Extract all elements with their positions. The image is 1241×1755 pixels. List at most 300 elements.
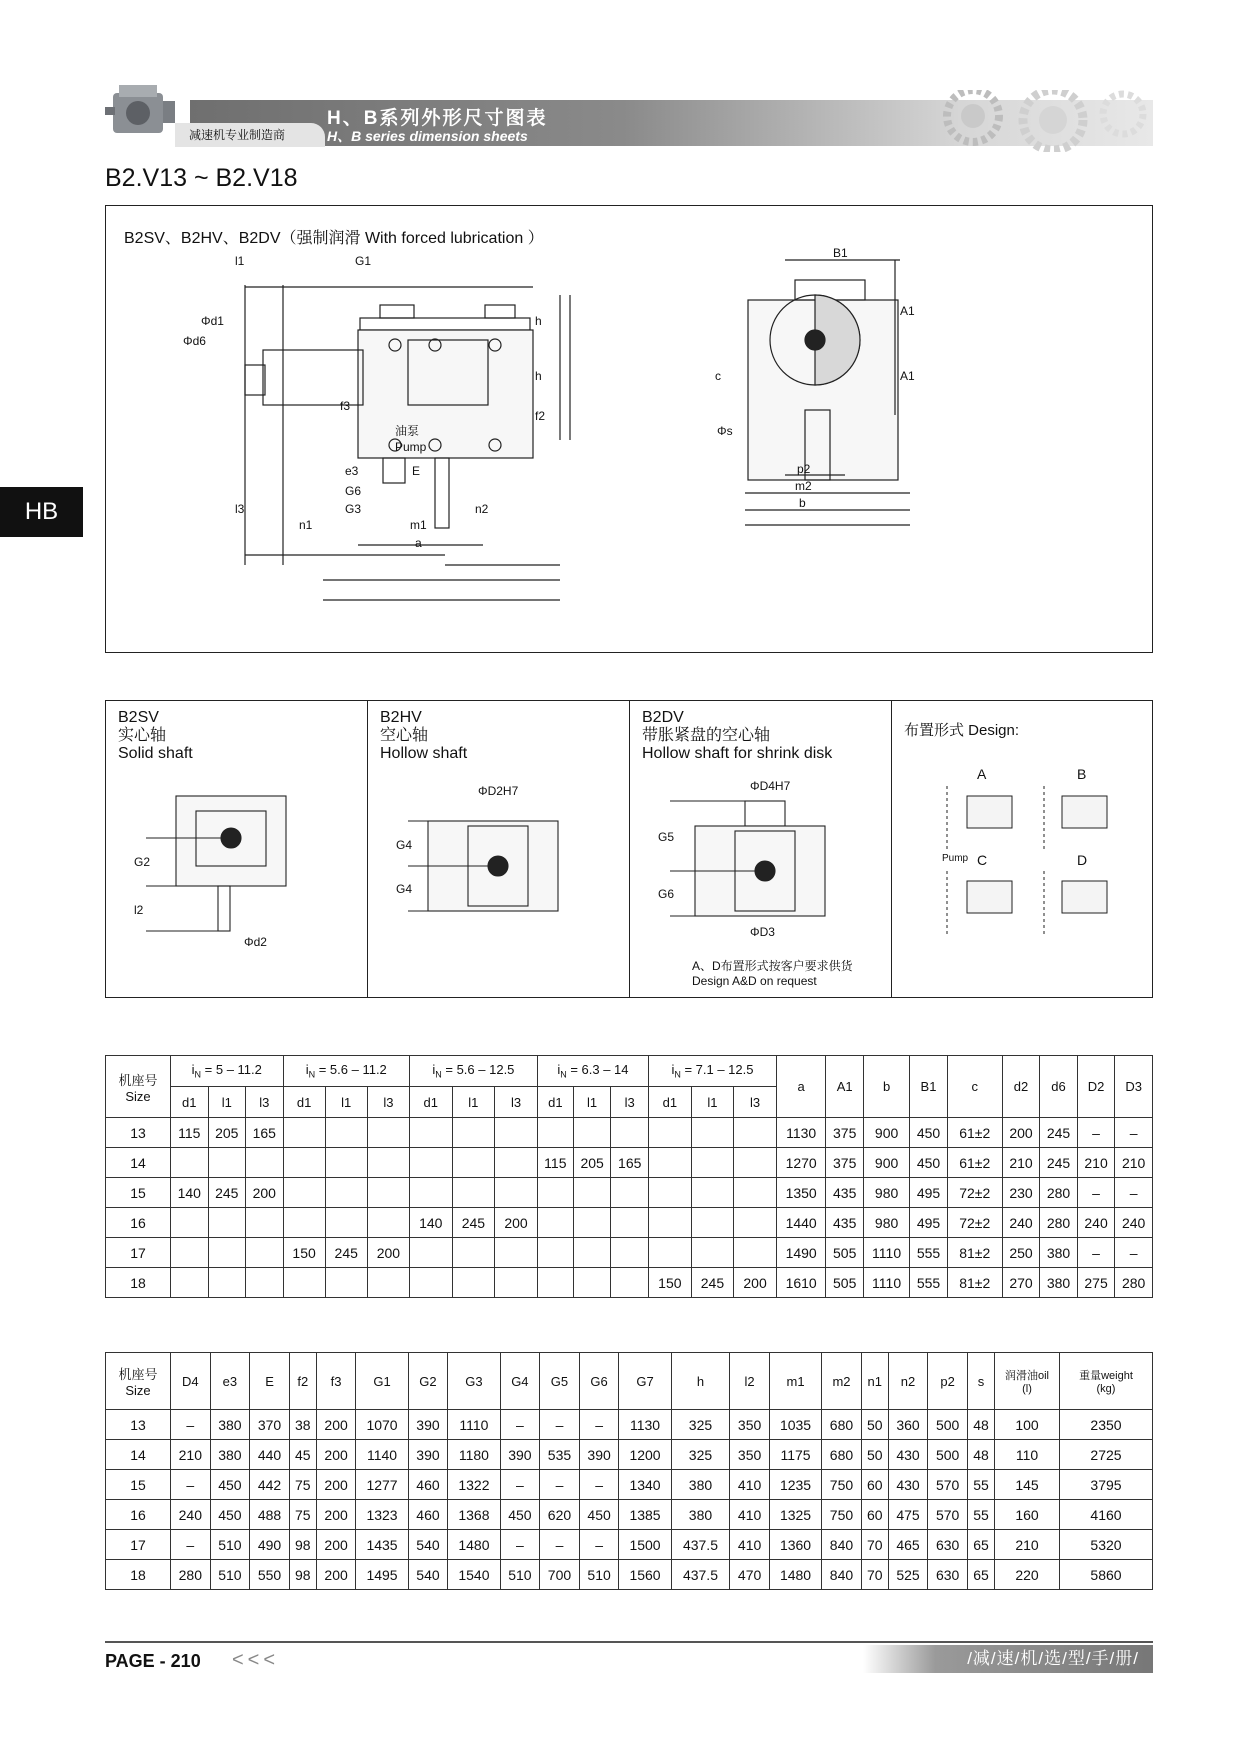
ratio-header-5: $i_N = 7.1 - 12.5$ — [649, 1056, 777, 1087]
table-row — [106, 1560, 1153, 1590]
col-h: h — [671, 1353, 730, 1410]
table-cell: – — [171, 1470, 211, 1500]
table-cell: 210 — [1002, 1148, 1040, 1178]
side-tab: HB — [0, 487, 83, 537]
table-row — [106, 1268, 1153, 1298]
table-cell: 325 — [671, 1410, 730, 1440]
table-cell — [367, 1118, 409, 1148]
table-cell: 4160 — [1060, 1500, 1153, 1530]
table-cell — [171, 1148, 209, 1178]
col-a1: A1 — [826, 1056, 864, 1118]
table-cell: – — [500, 1530, 540, 1560]
pump-label-cn: 油泵 — [395, 424, 420, 438]
table-cell: 630 — [928, 1560, 968, 1590]
sub-l1: l1 — [208, 1087, 246, 1118]
table-cell — [611, 1208, 649, 1238]
table-cell: 165 — [246, 1118, 284, 1148]
table-cell: 5860 — [1060, 1560, 1153, 1590]
table-cell — [171, 1268, 209, 1298]
col-G5: G5 — [540, 1353, 580, 1410]
table-cell — [283, 1118, 325, 1148]
col-n2: n2 — [888, 1353, 928, 1410]
sub-l3: l3 — [246, 1087, 284, 1118]
table-cell: 160 — [995, 1500, 1060, 1530]
table-cell — [208, 1148, 246, 1178]
table-cell — [495, 1178, 538, 1208]
table-cell: 70 — [861, 1530, 888, 1560]
dim-d1: Φd1 — [201, 314, 224, 328]
table-cell: – — [1115, 1238, 1153, 1268]
table-cell: 70 — [861, 1560, 888, 1590]
header-tagline: 减速机专业制造商 — [175, 123, 325, 147]
table-cell — [325, 1268, 367, 1298]
table-row — [106, 1148, 1153, 1178]
size-header: 机座号 Size — [106, 1056, 171, 1118]
sub-l1: l1 — [325, 1087, 367, 1118]
dim-p2: p2 — [797, 462, 811, 476]
col-d2: d2 — [1002, 1056, 1040, 1118]
table-cell: – — [1115, 1178, 1153, 1208]
table-cell: 48 — [967, 1410, 994, 1440]
col-d6: d6 — [1040, 1056, 1078, 1118]
table-cell: 1440 — [776, 1208, 826, 1238]
dim-a1-upper: A1 — [900, 304, 915, 318]
table-cell: 110 — [995, 1440, 1060, 1470]
dim-e3: e3 — [345, 464, 359, 478]
table-cell: 280 — [1040, 1178, 1078, 1208]
col-oil: 润滑油oil (l) — [995, 1353, 1060, 1410]
table-cell: 18 — [106, 1268, 171, 1298]
table-cell: – — [500, 1410, 540, 1440]
col-G1: G1 — [356, 1353, 408, 1410]
table-cell: 1140 — [356, 1440, 408, 1470]
table-cell: – — [1077, 1118, 1115, 1148]
page-number: PAGE - 210 — [105, 1651, 201, 1671]
table-cell — [452, 1148, 495, 1178]
table-cell: 750 — [822, 1470, 862, 1500]
table-cell: 75 — [289, 1470, 316, 1500]
table-cell: 390 — [408, 1440, 448, 1470]
dim-g1: G1 — [355, 254, 372, 268]
table-cell: 245 — [325, 1238, 367, 1268]
table-cell — [691, 1148, 734, 1178]
dim-n1: n1 — [299, 518, 313, 532]
table-cell: 442 — [250, 1470, 290, 1500]
table-row — [106, 1238, 1153, 1268]
table-cell: 1480 — [448, 1530, 500, 1560]
table-cell — [409, 1178, 452, 1208]
dim-g2: G2 — [134, 855, 151, 869]
sub-l1: l1 — [452, 1087, 495, 1118]
table-cell: 280 — [171, 1560, 211, 1590]
page-header — [105, 75, 1153, 157]
table-cell — [537, 1118, 573, 1148]
table-cell: 245 — [452, 1208, 495, 1238]
table-cell — [208, 1268, 246, 1298]
ratio-header-1: $i_N = 5 - 11.2$ — [171, 1056, 284, 1087]
col-m2: m2 — [822, 1353, 862, 1410]
table-cell — [573, 1238, 611, 1268]
table-cell: 1368 — [448, 1500, 500, 1530]
table-cell: 495 — [910, 1178, 948, 1208]
table-cell: 100 — [995, 1410, 1060, 1440]
table-cell: – — [171, 1530, 211, 1560]
table-cell: 115 — [171, 1118, 209, 1148]
table-cell: 81±2 — [947, 1238, 1002, 1268]
table-cell — [573, 1268, 611, 1298]
table-cell: 475 — [888, 1500, 928, 1530]
table-cell: 200 — [316, 1560, 356, 1590]
design-note-cn: A、D布置形式按客户要求供货 — [692, 959, 853, 973]
table-cell: 510 — [210, 1560, 250, 1590]
table-cell — [537, 1208, 573, 1238]
table-cell — [495, 1148, 538, 1178]
dim-m1: m1 — [410, 518, 427, 532]
table-cell: 1490 — [776, 1238, 826, 1268]
table-cell: 465 — [888, 1530, 928, 1560]
table-cell: 98 — [289, 1530, 316, 1560]
table-cell — [734, 1208, 777, 1238]
sub-l1: l1 — [691, 1087, 734, 1118]
col-G4: G4 — [500, 1353, 540, 1410]
table-cell: 65 — [967, 1560, 994, 1590]
table-cell: 900 — [863, 1118, 909, 1148]
table-cell — [171, 1238, 209, 1268]
col-D2: D2 — [1077, 1056, 1115, 1118]
table-cell: 390 — [579, 1440, 619, 1470]
table-cell: 510 — [579, 1560, 619, 1590]
table-cell: – — [540, 1470, 580, 1500]
table-cell: 200 — [316, 1440, 356, 1470]
variants-panel — [105, 700, 1153, 998]
drawing-caption: B2SV、B2HV、B2DV（强制润滑 With forced lubrication ） — [124, 230, 544, 247]
table-cell: 205 — [208, 1118, 246, 1148]
table-cell — [649, 1238, 692, 1268]
table-cell: 245 — [691, 1268, 734, 1298]
table-cell: 5320 — [1060, 1530, 1153, 1560]
table-cell — [325, 1208, 367, 1238]
table-cell: 450 — [210, 1470, 250, 1500]
table-cell: 840 — [822, 1530, 862, 1560]
table-cell: 38 — [289, 1410, 316, 1440]
dim-b: b — [799, 496, 806, 510]
sub-l3: l3 — [734, 1087, 777, 1118]
sub-l3: l3 — [611, 1087, 649, 1118]
table-cell: 55 — [967, 1470, 994, 1500]
table-cell: 440 — [250, 1440, 290, 1470]
table-cell — [246, 1208, 284, 1238]
table-cell: 75 — [289, 1500, 316, 1530]
table-cell — [367, 1208, 409, 1238]
col-m1: m1 — [769, 1353, 821, 1410]
table-cell — [537, 1238, 573, 1268]
table-cell: 50 — [861, 1410, 888, 1440]
dim-m2: m2 — [795, 479, 812, 493]
table-cell: 510 — [500, 1560, 540, 1590]
design-pump: Pump — [942, 853, 969, 864]
table-cell: 435 — [826, 1178, 864, 1208]
table-cell: 1540 — [448, 1560, 500, 1590]
col-D3: D3 — [1115, 1056, 1153, 1118]
header-title-en: H、B series dimension sheets — [327, 128, 528, 144]
dim-h-upper: h — [535, 314, 542, 328]
variant-name-cn: 实心轴 — [118, 727, 167, 744]
manual-title: /减/速/机/选/型/手/册/ — [863, 1645, 1153, 1673]
dim-g6: G6 — [658, 887, 675, 901]
table-cell — [246, 1268, 284, 1298]
table-cell: 55 — [967, 1500, 994, 1530]
table-row — [106, 1500, 1153, 1530]
col-p2: p2 — [928, 1353, 968, 1410]
table-cell — [537, 1268, 573, 1298]
table-cell: 45 — [289, 1440, 316, 1470]
table-cell: 750 — [822, 1500, 862, 1530]
table-cell: 72±2 — [947, 1178, 1002, 1208]
table-cell: 535 — [540, 1440, 580, 1470]
sub-l3: l3 — [367, 1087, 409, 1118]
dim-c: c — [715, 369, 721, 383]
table-cell: 205 — [573, 1148, 611, 1178]
table-cell: 16 — [106, 1500, 171, 1530]
table-cell — [367, 1148, 409, 1178]
design-b: B — [1077, 766, 1087, 782]
variant-b2hv — [368, 701, 630, 997]
table-cell: 540 — [408, 1530, 448, 1560]
table-cell: 50 — [861, 1440, 888, 1470]
table-cell — [611, 1238, 649, 1268]
table-cell: 13 — [106, 1118, 171, 1148]
footer-rule — [105, 1641, 1153, 1643]
table-cell: 1200 — [619, 1440, 671, 1470]
col-a: a — [776, 1056, 826, 1118]
table-cell: 680 — [822, 1440, 862, 1470]
table-cell: 488 — [250, 1500, 290, 1530]
table-cell: 17 — [106, 1530, 171, 1560]
table-cell — [573, 1118, 611, 1148]
table-cell: 505 — [826, 1268, 864, 1298]
table-cell: – — [500, 1470, 540, 1500]
table-cell: 115 — [537, 1148, 573, 1178]
table-cell: 570 — [928, 1500, 968, 1530]
table-cell: 1270 — [776, 1148, 826, 1178]
table-cell: 1495 — [356, 1560, 408, 1590]
table-cell — [734, 1238, 777, 1268]
design-c: C — [977, 852, 988, 868]
table-cell: 360 — [888, 1410, 928, 1440]
table-cell: 98 — [289, 1560, 316, 1590]
ratio-header-2: $i_N = 5.6 - 11.2$ — [283, 1056, 409, 1087]
table-cell: 250 — [1002, 1238, 1040, 1268]
table-cell: 430 — [888, 1470, 928, 1500]
table-cell: 490 — [250, 1530, 290, 1560]
table-cell: 410 — [730, 1470, 770, 1500]
col-b1: B1 — [910, 1056, 948, 1118]
dim-b1: B1 — [833, 246, 848, 260]
col-D4: D4 — [171, 1353, 211, 1410]
table-cell — [734, 1118, 777, 1148]
table-cell — [452, 1178, 495, 1208]
table-cell: 450 — [579, 1500, 619, 1530]
dim-d4h7: ΦD4H7 — [750, 779, 791, 793]
table-cell: 1110 — [448, 1410, 500, 1440]
table-cell: 200 — [367, 1238, 409, 1268]
table-cell — [283, 1148, 325, 1178]
table-cell: 437.5 — [671, 1530, 730, 1560]
table-cell — [283, 1208, 325, 1238]
dim-g4-upper: G4 — [396, 838, 413, 852]
col-n1: n1 — [861, 1353, 888, 1410]
sub-d1: d1 — [409, 1087, 452, 1118]
table-cell: 200 — [734, 1268, 777, 1298]
table-cell: 1500 — [619, 1530, 671, 1560]
table-cell: 630 — [928, 1530, 968, 1560]
table-cell — [409, 1268, 452, 1298]
table-cell: 450 — [910, 1148, 948, 1178]
table-cell — [573, 1208, 611, 1238]
table-cell — [171, 1208, 209, 1238]
dim-d6: Φd6 — [183, 334, 206, 348]
gearbox-drawing — [105, 205, 1153, 653]
table-cell: 450 — [910, 1118, 948, 1148]
table-cell: 240 — [1002, 1208, 1040, 1238]
table-cell — [452, 1268, 495, 1298]
col-G7: G7 — [619, 1353, 671, 1410]
table-cell: 200 — [316, 1500, 356, 1530]
col-E: E — [250, 1353, 290, 1410]
col-G6: G6 — [579, 1353, 619, 1410]
table-row — [106, 1440, 1153, 1470]
table-cell: – — [579, 1530, 619, 1560]
table-cell: 380 — [1040, 1238, 1078, 1268]
header-title-cn: H、B系列外形尺寸图表 — [327, 108, 548, 129]
table-cell: 16 — [106, 1208, 171, 1238]
table-cell: 680 — [822, 1410, 862, 1440]
table-cell: 48 — [967, 1440, 994, 1470]
table-cell: 13 — [106, 1410, 171, 1440]
table-cell: 210 — [171, 1440, 211, 1470]
table-row — [106, 1530, 1153, 1560]
table-cell: 240 — [1077, 1208, 1115, 1238]
dimension-table-2 — [105, 1352, 1153, 1590]
table-cell: 245 — [1040, 1148, 1078, 1178]
table-cell: 245 — [1040, 1118, 1078, 1148]
table-cell: 18 — [106, 1560, 171, 1590]
table-cell: – — [540, 1410, 580, 1440]
table-cell: 380 — [1040, 1268, 1078, 1298]
table-cell: 220 — [995, 1560, 1060, 1590]
table-cell: 980 — [863, 1178, 909, 1208]
table-cell: 350 — [730, 1410, 770, 1440]
table-cell: 555 — [910, 1268, 948, 1298]
dim-g6: G6 — [345, 484, 362, 498]
table-row — [106, 1208, 1153, 1238]
table-cell — [325, 1178, 367, 1208]
col-weight: 重量weight (kg) — [1060, 1353, 1153, 1410]
table-cell: 230 — [1002, 1178, 1040, 1208]
table-cell — [691, 1118, 734, 1148]
table-cell: 2725 — [1060, 1440, 1153, 1470]
table-cell: 1070 — [356, 1410, 408, 1440]
table-cell: 165 — [611, 1148, 649, 1178]
dimension-table-1 — [105, 1055, 1153, 1298]
table-row — [106, 1178, 1153, 1208]
series-title: B2.V13 ~ B2.V18 — [105, 164, 298, 192]
table-cell: 460 — [408, 1500, 448, 1530]
col-G3: G3 — [448, 1353, 500, 1410]
variant-b2dv — [630, 701, 892, 997]
col-c: c — [947, 1056, 1002, 1118]
table-cell — [573, 1178, 611, 1208]
variant-b2sv — [106, 701, 368, 997]
table-cell: 280 — [1115, 1268, 1153, 1298]
table-cell: 150 — [649, 1268, 692, 1298]
dim-n2: n2 — [475, 502, 489, 516]
table-cell: 1322 — [448, 1470, 500, 1500]
table-cell: 370 — [250, 1410, 290, 1440]
dim-d3: ΦD3 — [750, 925, 775, 939]
table-cell: 200 — [495, 1208, 538, 1238]
table-cell: 1360 — [769, 1530, 821, 1560]
ratio-header-4: $i_N = 6.3 - 14$ — [537, 1056, 648, 1087]
table-cell: 1035 — [769, 1410, 821, 1440]
table-cell: 1130 — [776, 1118, 826, 1148]
variant-code: B2DV — [642, 709, 684, 726]
table-cell: – — [579, 1470, 619, 1500]
table-cell: – — [1077, 1178, 1115, 1208]
table-cell — [208, 1238, 246, 1268]
sub-l1: l1 — [573, 1087, 611, 1118]
dim-l2: l2 — [134, 903, 144, 917]
table-cell: 350 — [730, 1440, 770, 1470]
gears-decoration — [913, 90, 1153, 152]
col-e3: e3 — [210, 1353, 250, 1410]
design-note-en: Design A&D on request — [692, 974, 817, 988]
table-cell — [325, 1148, 367, 1178]
table-cell: 1480 — [769, 1560, 821, 1590]
table-cell: – — [579, 1410, 619, 1440]
dim-d2: Φd2 — [244, 935, 267, 949]
table-cell — [452, 1238, 495, 1268]
table-cell: 17 — [106, 1238, 171, 1268]
sub-l3: l3 — [495, 1087, 538, 1118]
table-cell: 1340 — [619, 1470, 671, 1500]
table-cell — [495, 1238, 538, 1268]
table-cell: 505 — [826, 1238, 864, 1268]
table-cell: 325 — [671, 1440, 730, 1470]
table-cell: 14 — [106, 1440, 171, 1470]
dim-g3: G3 — [345, 502, 362, 516]
dim-h-lower: h — [535, 369, 542, 383]
table-cell: 840 — [822, 1560, 862, 1590]
table-cell: 620 — [540, 1500, 580, 1530]
table-cell: 145 — [995, 1470, 1060, 1500]
table-row — [106, 1410, 1153, 1440]
table-cell: 1323 — [356, 1500, 408, 1530]
variant-name-en: Hollow shaft for shrink disk — [642, 745, 833, 762]
design-title: 布置形式 Design: — [904, 722, 1020, 739]
table-cell — [495, 1268, 538, 1298]
table-cell — [649, 1208, 692, 1238]
table-cell — [283, 1178, 325, 1208]
design-a: A — [977, 766, 987, 782]
table-cell: 550 — [250, 1560, 290, 1590]
ratio-header-3: $i_N = 5.6 - 12.5$ — [409, 1056, 537, 1087]
table-cell — [409, 1238, 452, 1268]
table-cell: 200 — [316, 1410, 356, 1440]
table-cell: 150 — [283, 1238, 325, 1268]
table-cell — [409, 1148, 452, 1178]
sub-d1: d1 — [283, 1087, 325, 1118]
